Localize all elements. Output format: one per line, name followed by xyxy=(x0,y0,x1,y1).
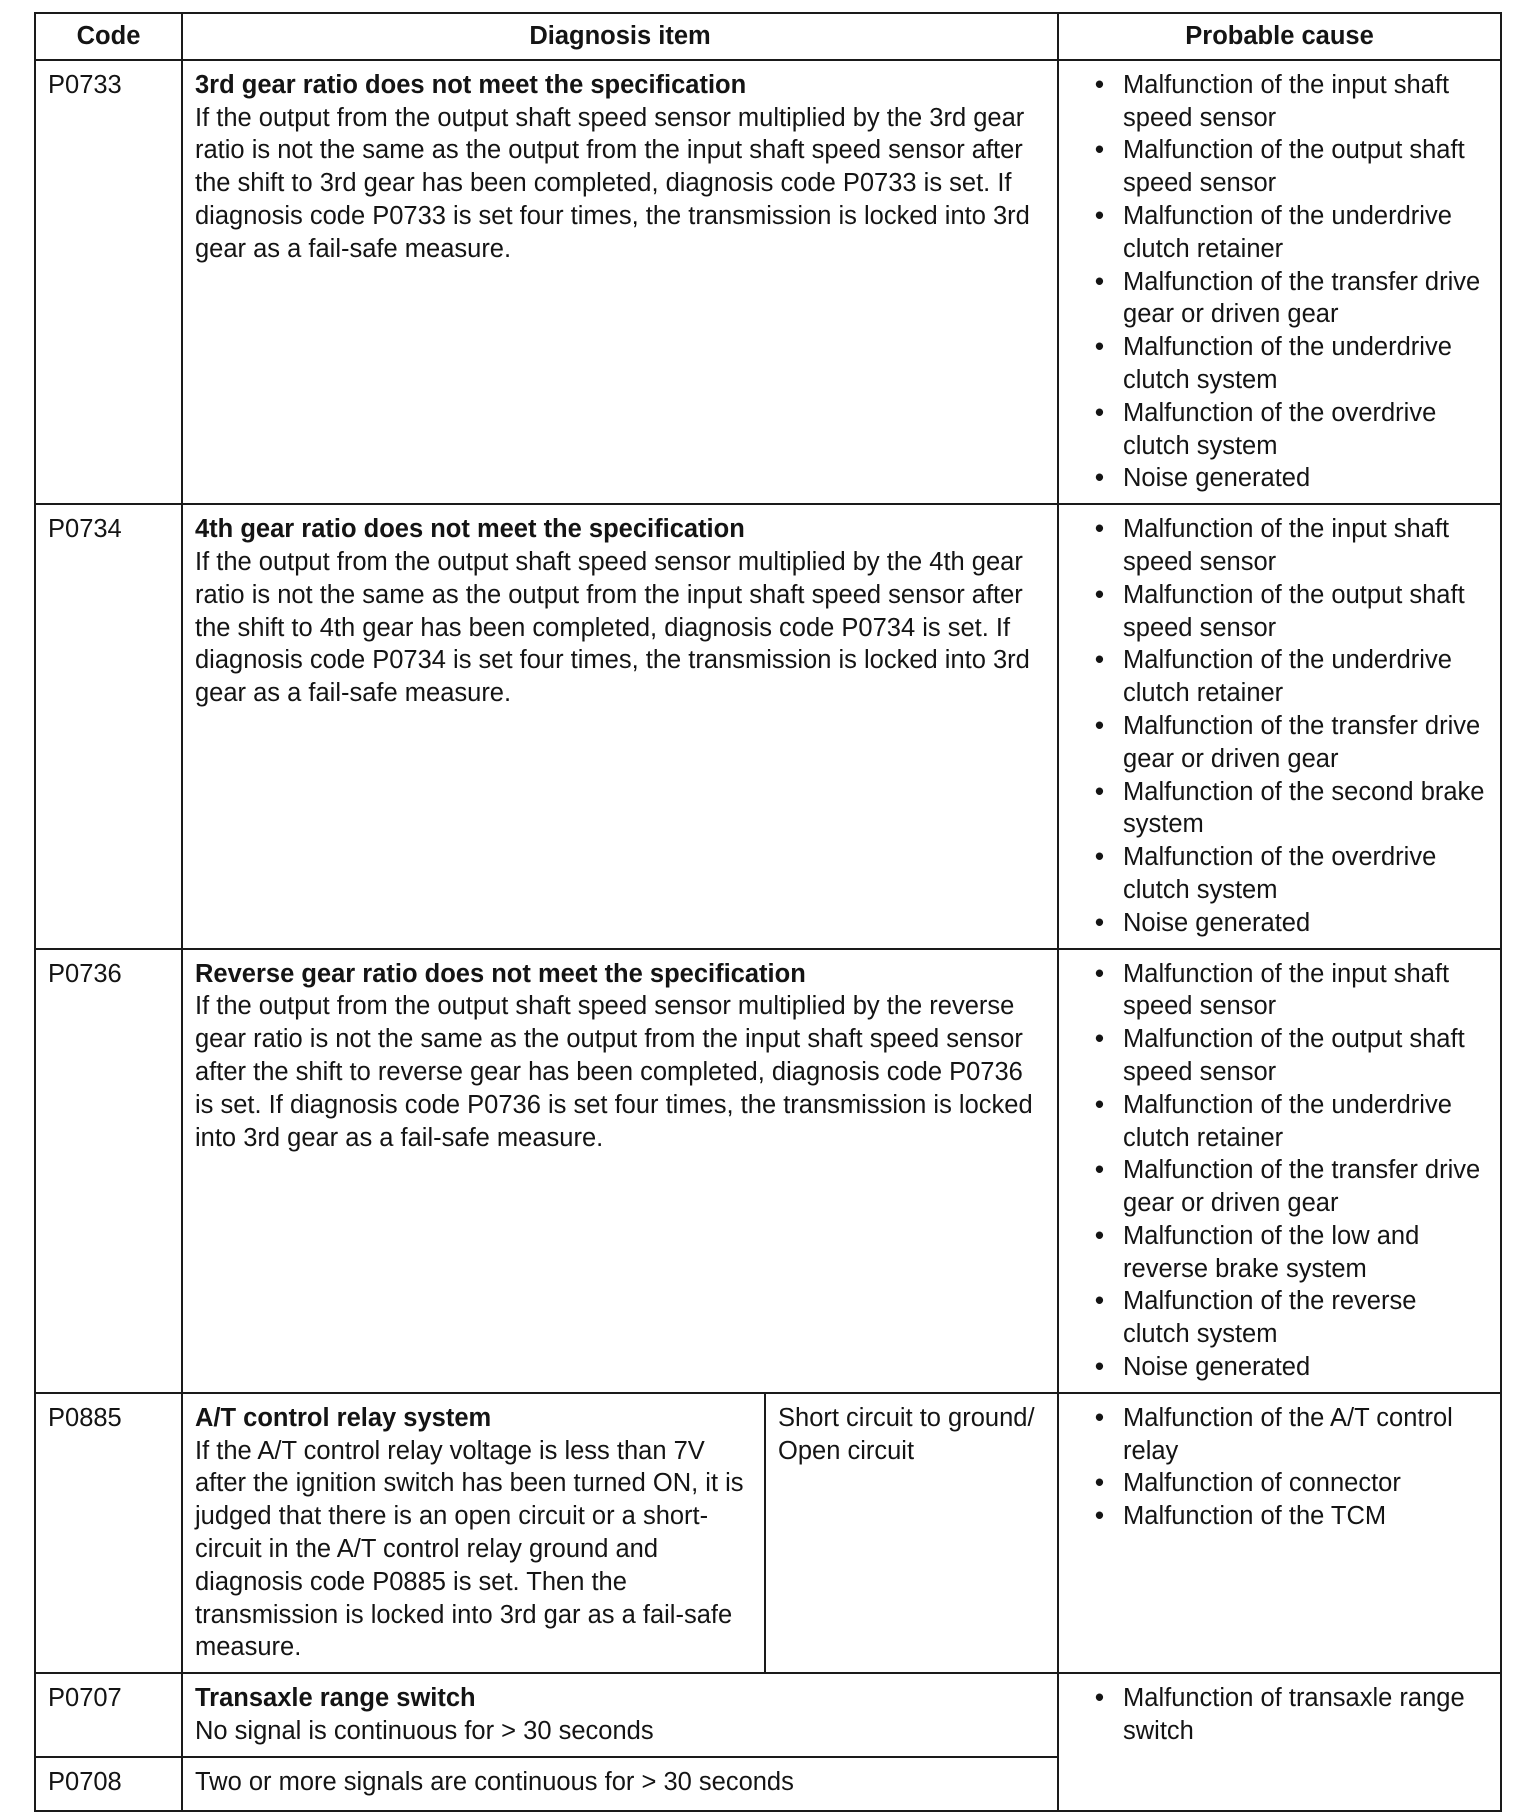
header-code: Code xyxy=(35,13,182,60)
cause-item: • Malfunction of the A/T control relay xyxy=(1095,1402,1490,1468)
cause-item: • Malfunction of the input shaft speed sensor xyxy=(1095,69,1490,135)
cause-item: • Malfunction of transaxle range switch xyxy=(1095,1682,1490,1748)
diagnosis-title: 4th gear ratio does not meet the specification xyxy=(195,515,745,544)
cause-cell xyxy=(1058,504,1501,948)
code-cell: P0733 xyxy=(35,60,182,504)
cause-item: • Malfunction of the input shaft speed sensor xyxy=(1095,958,1490,1024)
diagnosis-table xyxy=(34,12,1502,1812)
cause-cell xyxy=(1058,1393,1501,1673)
diagnosis-cell xyxy=(182,504,1058,948)
diagnosis-description: If the output from the output shaft speed sensor multiplied by the reverse gear ratio is not the same as the output from the input shaft speed sensor after the shift to reverse gear has been completed, diagnosis code P0736 is set. If diagnosis code P0736 is set four times, the transmission is locked into 3rd gear as a fail-safe measure. xyxy=(195,992,1033,1152)
cause-item: • Malfunction of the reverse clutch system xyxy=(1095,1285,1490,1351)
code-cell: P0736 xyxy=(35,949,182,1393)
cause-item: • Noise generated xyxy=(1095,1351,1490,1384)
diagnosis-cell xyxy=(182,1757,1058,1811)
code-cell: P0708 xyxy=(35,1757,182,1811)
diagnosis-title: Reverse gear ratio does not meet the specification xyxy=(195,959,806,988)
cause-cell xyxy=(1058,949,1501,1393)
cause-item: • Malfunction of the underdrive clutch retainer xyxy=(1095,644,1490,710)
cause-item: • Malfunction of the transfer drive gear or driven gear xyxy=(1095,1154,1490,1220)
header-row xyxy=(35,13,1501,60)
cause-cell xyxy=(1058,60,1501,504)
cause-item: • Noise generated xyxy=(1095,907,1490,940)
cause-item: • Malfunction of the transfer drive gear or driven gear xyxy=(1095,710,1490,776)
diagnosis-title: A/T control relay system xyxy=(195,1403,492,1432)
cause-item: • Malfunction of the output shaft speed sensor xyxy=(1095,134,1490,200)
cause-list xyxy=(1071,513,1490,939)
cause-item: • Malfunction of the output shaft speed sensor xyxy=(1095,1023,1490,1089)
cause-cell xyxy=(1058,1673,1501,1811)
diagnosis-description: Two or more signals are continuous for > 30 seconds xyxy=(195,1767,794,1796)
diagnosis-description: No signal is continuous for > 30 seconds xyxy=(195,1717,654,1746)
cause-item: • Malfunction of the transfer drive gear or driven gear xyxy=(1095,266,1490,332)
table-row xyxy=(35,1673,1501,1757)
diagnosis-cell xyxy=(182,60,1058,504)
table-row xyxy=(35,1393,1501,1673)
diagnosis-cell xyxy=(182,1393,765,1673)
code-cell: P0885 xyxy=(35,1393,182,1673)
cause-item: • Malfunction of connector xyxy=(1095,1467,1490,1500)
diagnosis-cell xyxy=(182,949,1058,1393)
header-cause: Probable cause xyxy=(1058,13,1501,60)
header-diagnosis: Diagnosis item xyxy=(182,13,1058,60)
table-row xyxy=(35,504,1501,948)
cause-item: • Malfunction of the overdrive clutch system xyxy=(1095,841,1490,907)
code-cell: P0707 xyxy=(35,1673,182,1757)
cause-item: • Malfunction of the underdrive clutch retainer xyxy=(1095,200,1490,266)
diagnosis-description: If the output from the output shaft speed sensor multiplied by the 4th gear ratio is not the same as the output from the input shaft speed sensor after the shift to 4th gear has been completed, diagnosis code P0734 is set. If diagnosis code P0734 is set four times, the transmission is locked into 3rd gear as a fail-safe measure. xyxy=(195,547,1030,708)
cause-list xyxy=(1071,1402,1490,1533)
diagnosis-description: If the A/T control relay voltage is less than 7V after the ignition switch has been turned ON, it is judged that there is an open circuit or a short-circuit in the A/T control relay ground and diagnosis code P0885 is set. Then the transmission is locked into 3rd gar as a fail-safe measure. xyxy=(195,1436,744,1662)
cause-item: • Malfunction of the TCM xyxy=(1095,1500,1490,1533)
cause-item: • Malfunction of the second brake system xyxy=(1095,776,1490,842)
cause-list xyxy=(1071,69,1490,495)
diagnosis-cell xyxy=(182,1673,1058,1757)
diagnosis-description: If the output from the output shaft speed sensor multiplied by the 3rd gear ratio is not the same as the output from the input shaft speed sensor after the shift to 3rd gear has been completed, diagnosis code P0733 is set. If diagnosis code P0733 is set four times, the transmission is locked into 3rd gear as a fail-safe measure. xyxy=(195,103,1030,263)
cause-list xyxy=(1071,958,1490,1384)
diagnosis-title: Transaxle range switch xyxy=(195,1684,476,1713)
condition-cell: Short circuit to ground/ Open circuit xyxy=(765,1393,1058,1673)
table-row xyxy=(35,60,1501,504)
cause-item: • Malfunction of the overdrive clutch system xyxy=(1095,397,1490,463)
cause-item: • Malfunction of the low and reverse brake system xyxy=(1095,1220,1490,1286)
cause-item: • Malfunction of the underdrive clutch retainer xyxy=(1095,1089,1490,1155)
cause-list xyxy=(1071,1682,1490,1748)
diagnosis-title: 3rd gear ratio does not meet the specification xyxy=(195,70,747,99)
table-row xyxy=(35,949,1501,1393)
cause-item: • Noise generated xyxy=(1095,462,1490,495)
cause-item: • Malfunction of the input shaft speed sensor xyxy=(1095,513,1490,579)
code-cell: P0734 xyxy=(35,504,182,948)
cause-item: • Malfunction of the output shaft speed sensor xyxy=(1095,579,1490,645)
cause-item: • Malfunction of the underdrive clutch system xyxy=(1095,331,1490,397)
